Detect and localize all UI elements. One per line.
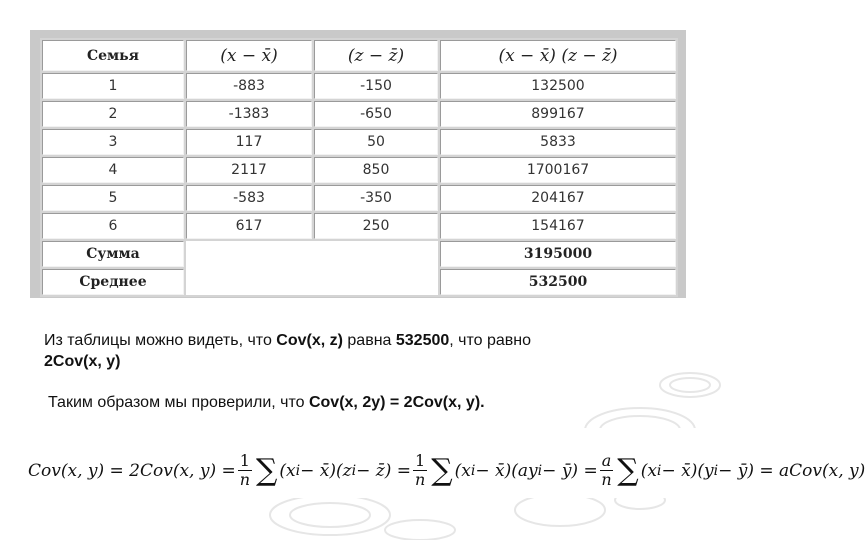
header-product: (x − x̄) (z − z̄) — [440, 40, 676, 71]
mean-value: 532500 — [440, 269, 676, 295]
table-row — [42, 213, 676, 239]
cell-family: 3 — [42, 129, 184, 155]
term-1e: − z̄) = — [356, 460, 412, 481]
cell-product: 5833 — [440, 129, 676, 155]
cell-family: 2 — [42, 101, 184, 127]
term-3c: − x̄)(y — [661, 460, 714, 481]
cell-x-dev: 2117 — [186, 157, 312, 183]
cell-z-dev: -650 — [314, 101, 438, 127]
mean-label: Среднее — [42, 269, 184, 295]
cell-x-dev: -583 — [186, 185, 312, 211]
p1-text-c: равна — [342, 332, 396, 349]
term-1-sub-i: i — [295, 462, 301, 479]
cell-product: 899167 — [440, 101, 676, 127]
sum-value: 3195000 — [440, 241, 676, 267]
cell-family: 5 — [42, 185, 184, 211]
data-table — [40, 38, 678, 297]
header-family: Семья — [42, 40, 184, 71]
cell-family: 1 — [42, 73, 184, 99]
p1-text-a: Из таблицы можно видеть, что — [44, 332, 277, 349]
term-2a: (x — [454, 460, 471, 481]
cell-z-dev: -150 — [314, 73, 438, 99]
p2-text-a: Таким образом мы проверили, что — [48, 394, 309, 411]
cell-family: 6 — [42, 213, 184, 239]
cell-z-dev: 850 — [314, 157, 438, 183]
fraction-1-num: 1 — [239, 451, 250, 470]
term-1c: − x̄)(z — [300, 460, 352, 481]
covariance-formula — [28, 452, 865, 489]
cell-x-dev: 617 — [186, 213, 312, 239]
cell-product: 204167 — [440, 185, 676, 211]
table-row — [42, 101, 676, 127]
fraction-1-den: n — [239, 470, 250, 489]
table-row — [42, 73, 676, 99]
cell-x-dev: -883 — [186, 73, 312, 99]
p1-value: 532500 — [395, 332, 450, 349]
term-2-sub-i2: i — [537, 462, 543, 479]
p1-text-e: , что равно — [449, 332, 532, 349]
table-row — [42, 185, 676, 211]
fraction-3-num: a — [601, 451, 612, 470]
cell-product: 132500 — [440, 73, 676, 99]
table-header-row — [42, 40, 676, 71]
table-row — [42, 129, 676, 155]
fraction-3 — [600, 452, 614, 489]
table-row — [42, 157, 676, 183]
cell-x-dev: -1383 — [186, 101, 312, 127]
sum-symbol-3: ∑ — [617, 452, 639, 488]
cell-z-dev: 50 — [314, 129, 438, 155]
p1-cov-xy: 2Cov(x, y) — [44, 353, 121, 370]
paragraph-2 — [48, 392, 688, 413]
term-3-sub-i: i — [656, 462, 662, 479]
term-2-sub-i: i — [470, 462, 476, 479]
sum-symbol-2: ∑ — [431, 452, 453, 488]
sum-row — [42, 241, 676, 267]
term-3a: (x — [640, 460, 657, 481]
p1-cov-xz: Cov(x, z) — [276, 332, 343, 349]
header-z-dev: (z − z̄) — [314, 40, 438, 71]
cell-z-dev: 250 — [314, 213, 438, 239]
blank-area — [186, 241, 438, 295]
cell-x-dev: 117 — [186, 129, 312, 155]
fraction-2-den: n — [414, 470, 426, 489]
header-x-dev: (x − x̄) — [186, 40, 312, 71]
term-1-sub-i2: i — [351, 462, 357, 479]
term-3e: − ȳ) = aCov(x, y) — [718, 460, 865, 481]
sum-symbol-1: ∑ — [255, 452, 278, 488]
fraction-2 — [413, 452, 427, 489]
term-1a: (x — [279, 460, 296, 481]
term-2c: − x̄)(ay — [475, 460, 538, 481]
fraction-1 — [238, 452, 252, 489]
paragraph-1 — [44, 330, 684, 372]
term-3-sub-i2: i — [713, 462, 719, 479]
p2-equality: Cov(x, 2y) = 2Cov(x, y). — [308, 394, 485, 411]
cell-z-dev: -350 — [314, 185, 438, 211]
fraction-3-den: n — [601, 470, 612, 489]
formula-lhs: Cov(x, y) = 2Cov(x, y) = — [28, 460, 236, 481]
cell-product: 154167 — [440, 213, 676, 239]
sum-label: Сумма — [42, 241, 184, 267]
cell-product: 1700167 — [440, 157, 676, 183]
cell-family: 4 — [42, 157, 184, 183]
term-2e: − ȳ) = — [542, 460, 598, 481]
fraction-2-num: 1 — [415, 451, 426, 470]
